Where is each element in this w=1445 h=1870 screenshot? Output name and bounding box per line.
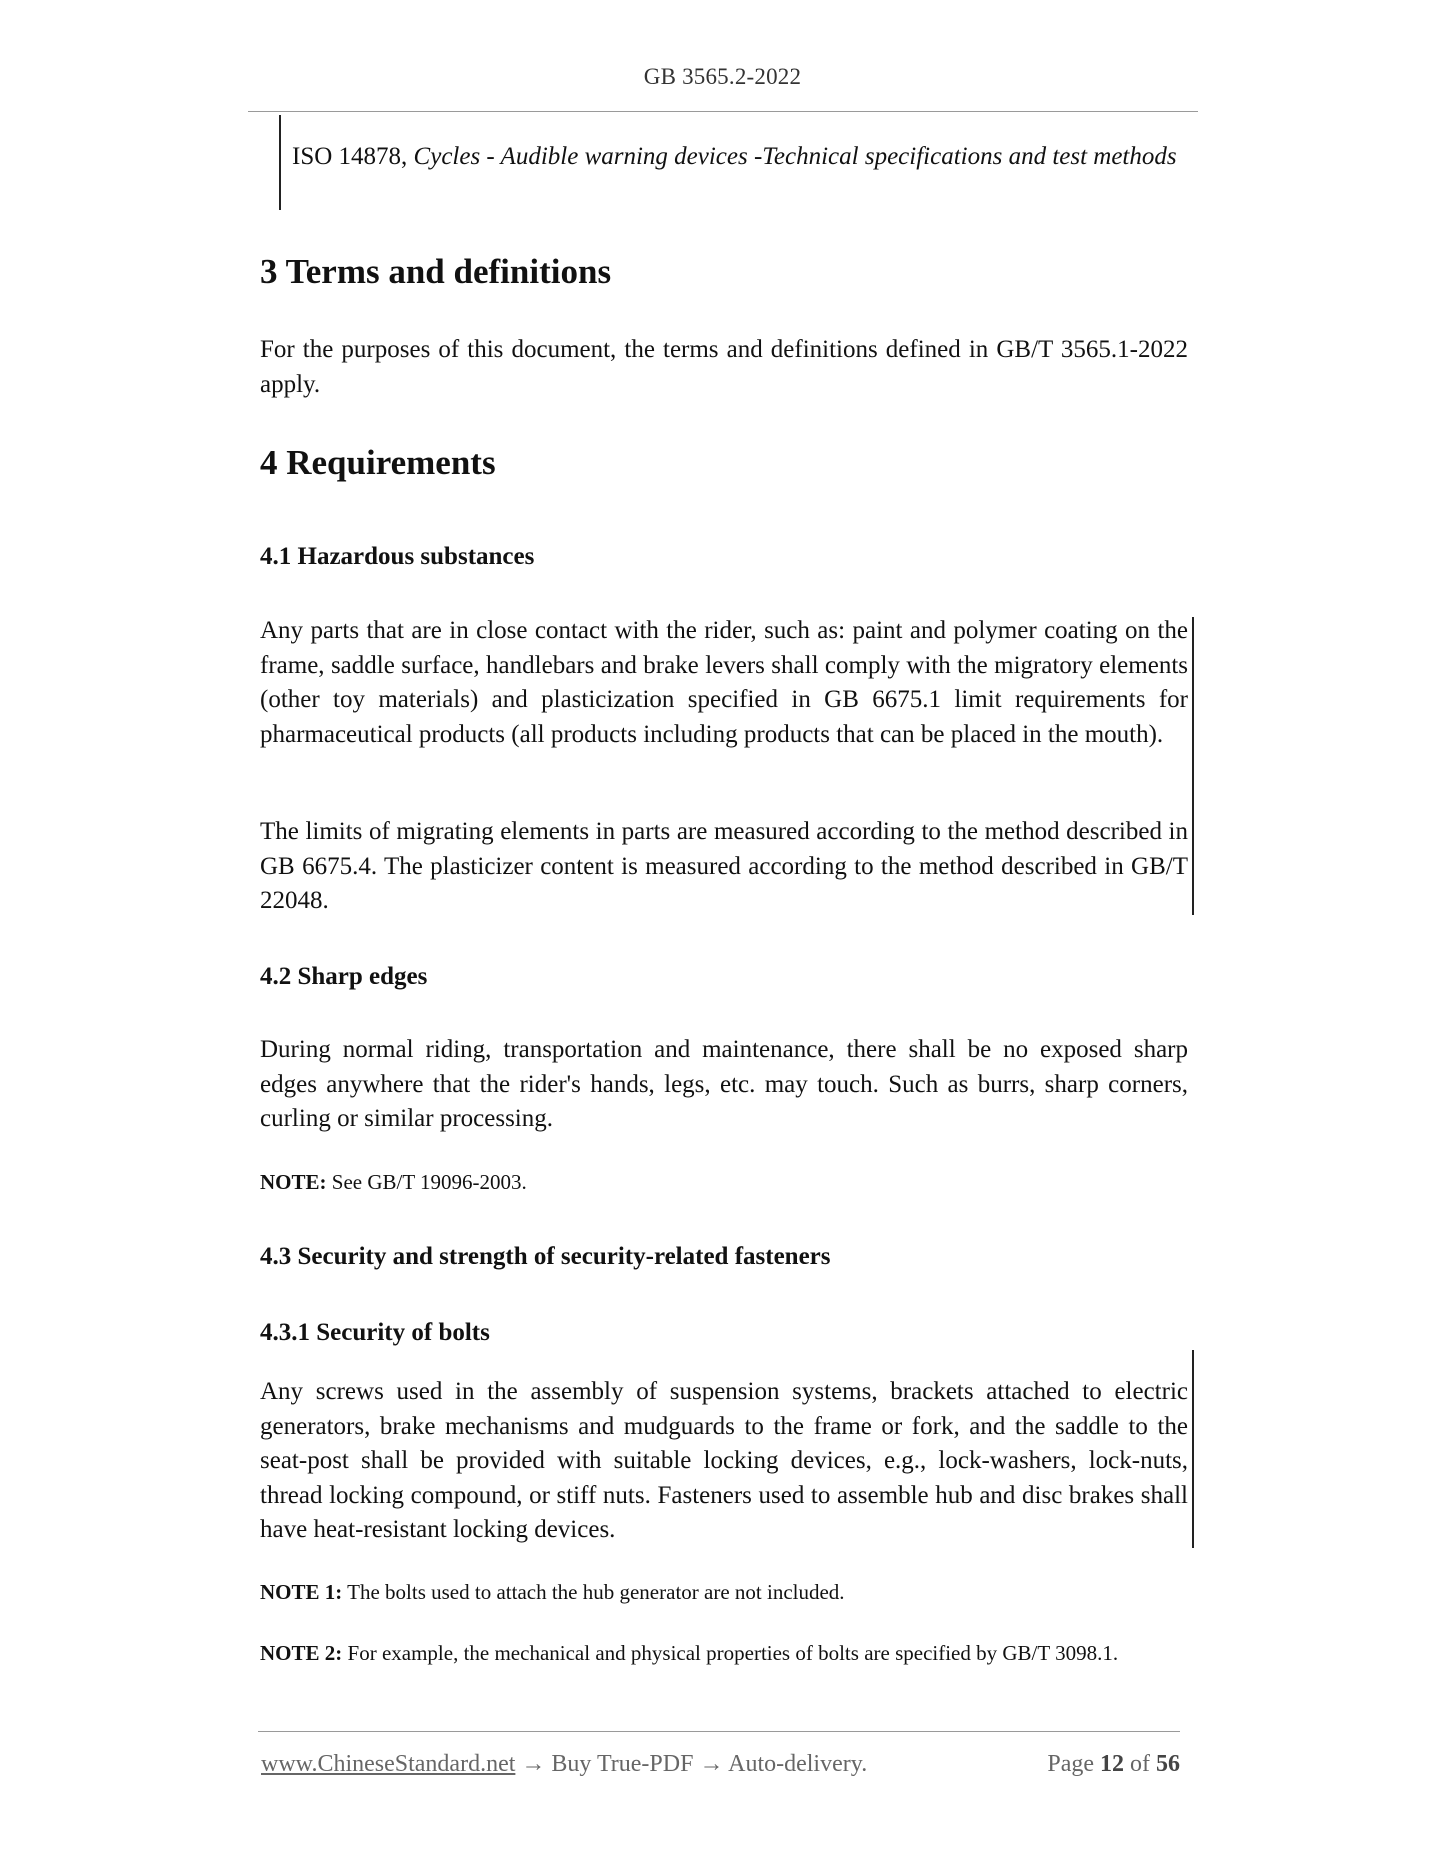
change-bar xyxy=(1192,1350,1194,1548)
section-4-heading: 4 Requirements xyxy=(260,443,496,482)
reference-text xyxy=(292,140,1188,174)
section-4-1-heading: 4.1 Hazardous substances xyxy=(260,543,535,570)
section-4-2-paragraph-1: During normal riding, transportation and maintenance, there shall be no exposed sharp edges anywhere that the rider's hands, legs, etc. may touch. Such as burrs, sharp corners, curling or similar processing. xyxy=(260,1036,1188,1132)
section-4 xyxy=(260,443,1188,483)
section-4-1 xyxy=(260,541,1188,573)
note-1 xyxy=(260,1575,1188,1609)
section-4-1-body-2 xyxy=(260,815,1188,919)
website-link[interactable]: www.ChineseStandard.net xyxy=(261,1751,516,1777)
note-2-label: NOTE 2: xyxy=(260,1641,343,1665)
section-4-1-body xyxy=(260,614,1188,752)
section-4-2-heading: 4.2 Sharp edges xyxy=(260,963,428,990)
section-4-3-1 xyxy=(260,1317,1188,1349)
section-4-1-paragraph-1: Any parts that are in close contact with the rider, such as: paint and polymer coating on the frame, saddle surface, handlebars and brake levers shall comply with the migratory elements (other toy materials) and plasticization specified in GB 6675.1 limit requirements for pharmaceutical products (all products including products that can be placed in the mouth). xyxy=(260,617,1188,748)
change-bar xyxy=(1192,617,1194,915)
footer-tagline: → Buy True-PDF → Auto-delivery. xyxy=(515,1751,868,1777)
section-4-2-body xyxy=(260,1033,1188,1137)
section-4-3 xyxy=(260,1241,1188,1273)
change-bar xyxy=(279,115,281,210)
section-4-3-1-heading: 4.3.1 Security of bolts xyxy=(260,1319,490,1346)
reference-title: Cycles - Audible warning devices -Technical specifications and test methods xyxy=(413,143,1177,170)
section-4-1-paragraph-2: The limits of migrating elements in parts are measured according to the method described in GB 6675.4. The plasticizer content is measured according to the method described in GB/T 22048. xyxy=(260,818,1188,914)
header-rule xyxy=(248,111,1198,112)
note-1-label: NOTE 1: xyxy=(260,1580,343,1604)
section-3 xyxy=(260,252,1188,292)
section-3-paragraph: For the purposes of this document, the terms and definitions defined in GB/T 3565.1-2022 apply. xyxy=(260,336,1188,398)
section-3-body xyxy=(260,333,1188,402)
note xyxy=(260,1165,1188,1199)
note-label: NOTE: xyxy=(260,1170,327,1194)
note-2-text: For example, the mechanical and physical properties of bolts are specified by GB/T 3098.1. xyxy=(342,1641,1119,1665)
section-3-heading: 3 Terms and definitions xyxy=(260,252,612,291)
footer-left xyxy=(261,1751,867,1778)
total-pages: 56 xyxy=(1156,1751,1180,1777)
footer-rule xyxy=(258,1731,1180,1732)
section-4-3-1-note-2 xyxy=(260,1636,1188,1670)
section-4-2-note xyxy=(260,1165,1188,1199)
page-number: 12 xyxy=(1100,1751,1124,1777)
section-4-3-heading: 4.3 Security and strength of security-related fasteners xyxy=(260,1243,831,1270)
section-4-3-1-body xyxy=(260,1375,1188,1548)
of-label: of xyxy=(1124,1751,1156,1777)
page-label: Page xyxy=(1047,1751,1100,1777)
note-text: See GB/T 19096-2003. xyxy=(326,1170,527,1194)
section-4-2 xyxy=(260,961,1188,993)
note-1-text: The bolts used to attach the hub generator are not included. xyxy=(342,1580,845,1604)
section-4-3-1-note-1 xyxy=(260,1575,1188,1609)
reference-code: ISO 14878, xyxy=(292,143,408,170)
page-indicator xyxy=(1047,1751,1180,1778)
note-2 xyxy=(260,1636,1188,1670)
reference-entry xyxy=(292,140,1188,174)
section-4-3-1-paragraph-1: Any screws used in the assembly of suspension systems, brackets attached to electric generators, brake mechanisms and mudguards to the frame or fork, and the saddle to the seat-post shall be provided with suitable locking devices, e.g., lock-washers, lock-nuts, thread locking compound, or stiff nuts. Fasteners used to assemble hub and disc brakes shall have heat-resistant locking devices. xyxy=(260,1378,1188,1543)
running-header: GB 3565.2-2022 xyxy=(643,64,802,89)
